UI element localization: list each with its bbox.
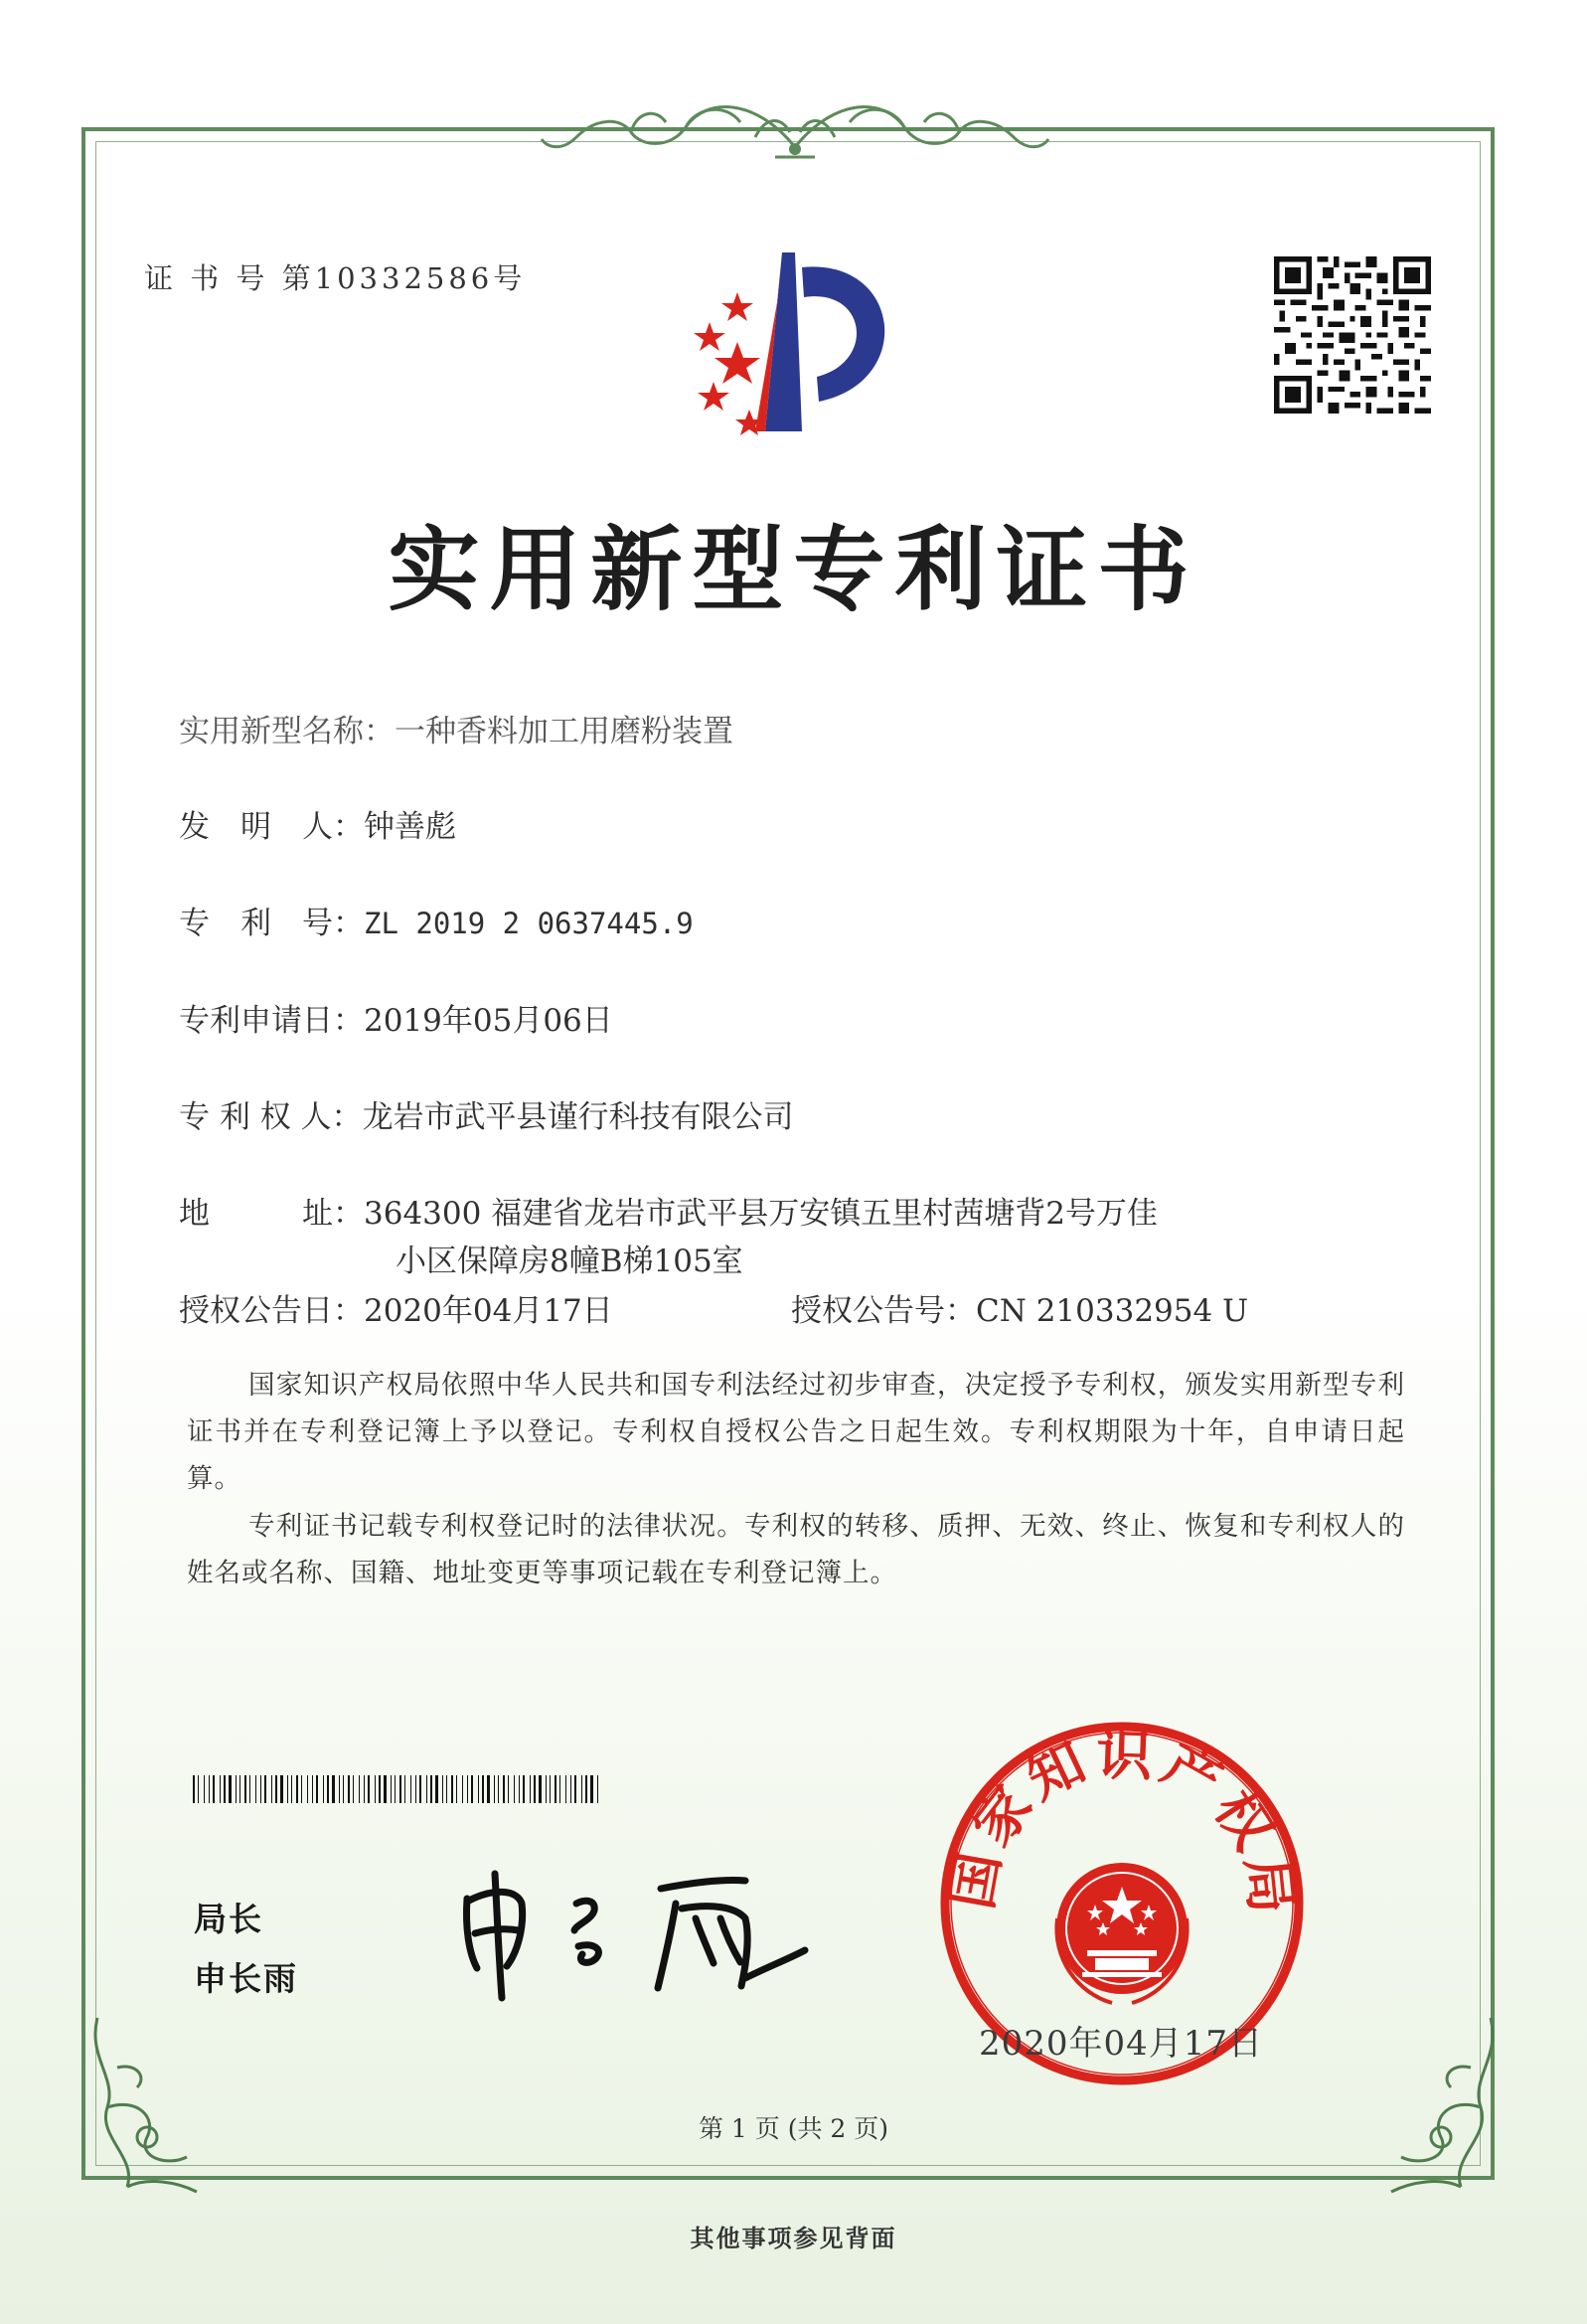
- field-label: 专 利 权 人：: [179, 1099, 363, 1135]
- field-label: 专利申请日：: [179, 1003, 364, 1039]
- field-value: 364300 福建省龙岩市武平县万安镇五里村茜塘背2号万佳: [364, 1196, 1158, 1232]
- field-grant-number: [791, 1285, 1248, 1330]
- barcode-icon: [193, 1775, 600, 1803]
- bottom-right-ornament-icon: [1371, 2008, 1510, 2207]
- cnipa-logo-icon: [668, 243, 921, 437]
- field-value: 钟善彪: [364, 809, 456, 845]
- top-ornament-icon: [537, 78, 1053, 177]
- field-label: 实用新型名称：: [179, 714, 395, 749]
- footer-note: 其他事项参见背面: [690, 2225, 897, 2252]
- legal-paragraph-1: 国家知识产权局依照中华人民共和国专利法经过初步审查，决定授予专利权，颁发实用新型专利证书并在专利登记簿上予以登记。专利权自授权公告之日起生效。专利权期限为十年，自申请日起算。: [187, 1370, 1405, 1494]
- field-value: 2020年04月17日: [364, 1293, 613, 1329]
- field-address-line2: 小区保障房8幢B梯105室: [396, 1244, 743, 1279]
- field-value: ZL 2019 2 0637445.9: [364, 907, 694, 940]
- bottom-left-ornament-icon: [78, 2008, 217, 2207]
- field-application-date: [179, 995, 613, 1040]
- director-title: 局长: [194, 1900, 263, 1938]
- field-value: 龙岩市武平县谨行科技有限公司: [362, 1099, 794, 1135]
- page-number: 第 1 页 (共 2 页): [698, 2114, 889, 2143]
- director-name: 申长雨: [194, 1959, 298, 1998]
- field-label: 发 明 人：: [179, 809, 364, 845]
- field-grant-date: [179, 1285, 613, 1330]
- field-patentee: [179, 1091, 794, 1136]
- field-value: 一种香料加工用磨粉装置: [395, 714, 733, 749]
- field-utility-model-name: [179, 706, 733, 750]
- signature-icon: [447, 1859, 825, 2008]
- field-value: CN 210332954 U: [976, 1293, 1249, 1329]
- field-label: 专 利 号：: [179, 906, 364, 941]
- legal-paragraph-2: 专利证书记载专利权登记时的法律状况。专利权的转移、质押、无效、终止、恢复和专利权人的姓名或名称、国籍、地址变更等事项记载在专利登记簿上。: [187, 1511, 1405, 1588]
- field-label: 授权公告号：: [791, 1293, 976, 1329]
- field-value: 2019年05月06日: [364, 1003, 613, 1039]
- qr-code-icon[interactable]: [1274, 256, 1431, 414]
- field-patent-number: [179, 898, 694, 942]
- field-label: 授权公告日：: [179, 1293, 364, 1329]
- seal-text: 国家知识产权局: [939, 1723, 1305, 1922]
- seal-date: 2020年04月17日: [979, 2024, 1264, 2064]
- field-inventor: [179, 801, 456, 846]
- field-address: [179, 1188, 1158, 1233]
- certificate-title: 实用新型专利证书: [388, 517, 1199, 623]
- field-label: 地 址：: [179, 1196, 364, 1232]
- certificate-number: 证 书 号 第10332586号: [144, 261, 527, 295]
